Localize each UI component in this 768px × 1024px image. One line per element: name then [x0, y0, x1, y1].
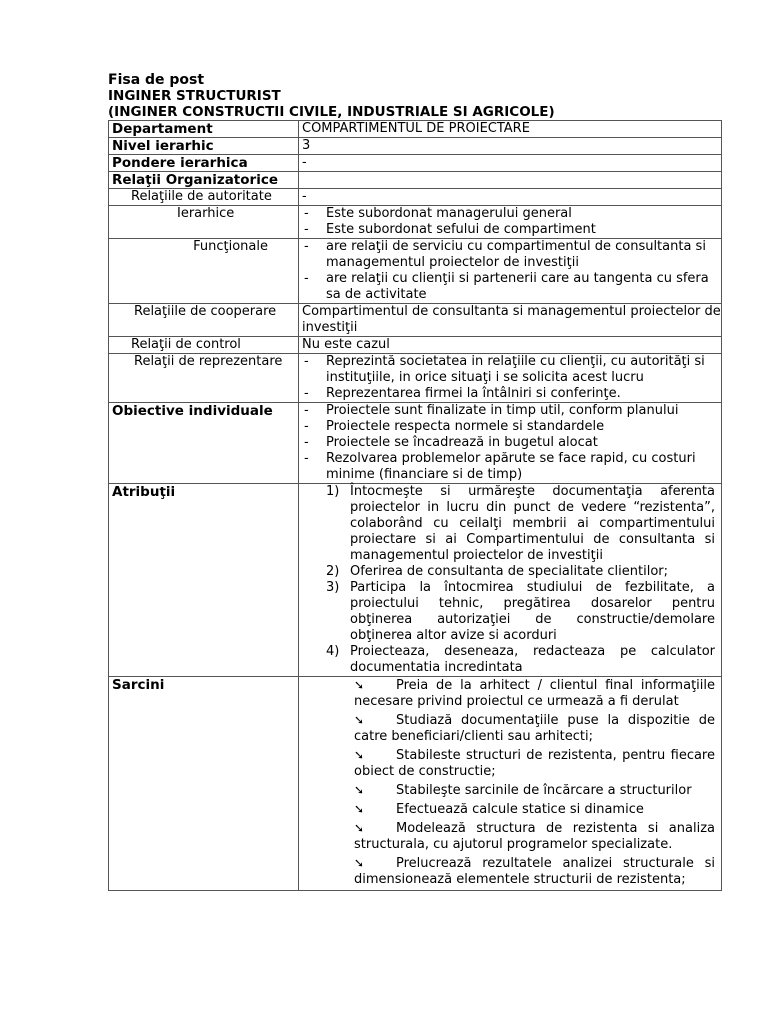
list-item — [302, 820, 721, 853]
row-label: Obiective individuale — [109, 403, 299, 484]
row-label: Pondere ierarhica — [109, 155, 299, 172]
list-item: - Reprezintă societatea in relaţiile cu clienţii, cu autorităţi si instituţiile, in orice situaţi i se solicita acest lucru — [302, 354, 721, 386]
list-item — [302, 564, 721, 580]
row-label: Departament — [109, 121, 299, 138]
list-item — [302, 580, 721, 644]
row-value — [299, 239, 722, 304]
row-value: 3 — [299, 138, 722, 155]
table-row — [109, 155, 722, 172]
table-row — [109, 206, 722, 239]
item-text: Preia de la arhitect / clientul final informaţiile necesare privind proiectul ce urmează a fi derulat — [354, 678, 715, 709]
list-item: - Proiectele respecta normele si standardele — [302, 419, 721, 435]
table-row — [109, 138, 722, 155]
hand-pointing-icon: ➘ — [354, 678, 365, 692]
row-value — [299, 206, 722, 239]
list-item: - Este subordonat managerului general — [302, 206, 721, 222]
document-page — [108, 72, 722, 891]
list-item: - are relaţii cu clienţii si partenerii care au tangenta cu sfera sa de activitate — [302, 271, 721, 303]
item-number: 4) — [326, 644, 340, 659]
item-text: Oferirea de consultanta de specialitate clientilor; — [350, 564, 669, 579]
row-value — [299, 354, 722, 403]
task-list — [302, 677, 721, 888]
list-item — [302, 782, 721, 799]
list-item: - Proiectele sunt finalizate in timp util, conform planului — [302, 403, 721, 419]
dash-list — [302, 206, 721, 238]
item-text: Stabileste structuri de rezistenta, pentru fiecare obiect de constructie; — [354, 748, 715, 779]
row-value: - — [299, 189, 722, 206]
list-item: - Rezolvarea problemelor apărute se face rapid, cu costuri minime (financiare si de timp) — [302, 451, 721, 483]
job-title: INGINER STRUCTURIST — [108, 88, 281, 104]
list-item — [302, 855, 721, 888]
item-text: Proiecteaza, deseneaza, redacteaza pe calculator documentatia incredintata — [350, 644, 715, 675]
hand-pointing-icon: ➘ — [354, 856, 365, 870]
job-description-table — [108, 120, 722, 891]
row-label: Atribuţii — [109, 484, 299, 677]
row-label: Sarcini — [109, 677, 299, 891]
item-number: 1) — [326, 484, 340, 499]
table-row — [109, 172, 722, 189]
dash-list — [302, 239, 721, 303]
item-number: 2) — [326, 564, 340, 579]
list-item: - Reprezentarea firmei la întâlniri si conferinţe. — [302, 386, 721, 402]
table-row — [109, 354, 722, 403]
hand-pointing-icon: ➘ — [354, 713, 365, 727]
row-value: COMPARTIMENTUL DE PROIECTARE — [299, 121, 722, 138]
row-label: Funcţionale — [109, 239, 299, 304]
table-row — [109, 337, 722, 354]
row-value — [299, 677, 722, 891]
row-label: Nivel ierarhic — [109, 138, 299, 155]
list-item: - Este subordonat sefului de compartiment — [302, 222, 721, 238]
table-row — [109, 484, 722, 677]
dash-list — [302, 354, 721, 402]
list-item — [302, 712, 721, 745]
item-text: Întocmeşte si urmăreşte documentaţia aferenta proiectelor in lucru din punct de vedere “rezistenta”, colaborând cu ceilalţi membrii ai compartimentului proiectare si ai Compartimentului de consultanta si managementul proiectelor de investiţii — [350, 484, 715, 563]
numbered-list — [302, 484, 721, 676]
dash-list — [302, 403, 721, 483]
document-title: Fisa de post — [108, 72, 205, 88]
table-row — [109, 121, 722, 138]
row-label: Relaţii de control — [109, 337, 299, 354]
list-item — [302, 747, 721, 780]
row-label: Relaţiile de cooperare — [109, 304, 299, 337]
row-label: Relaţii Organizatorice — [109, 172, 299, 189]
item-text: Efectuează calcule statice si dinamice — [396, 802, 644, 817]
item-text: Modelează structura de rezistenta si analiza structurala, cu ajutorul programelor specializate. — [354, 821, 715, 852]
row-label: Relaţiile de autoritate — [109, 189, 299, 206]
row-value — [299, 484, 722, 677]
item-text: Participa la întocmirea studiului de fezbilitate, a proiectului tehnic, pregătirea dosarelor pentru obţinerea autorizaţiei de constructie/demolare obţinerea altor avize si acorduri — [350, 580, 715, 643]
hand-pointing-icon: ➘ — [354, 783, 365, 797]
list-item — [302, 644, 721, 676]
table-row — [109, 239, 722, 304]
list-item — [302, 677, 721, 710]
table-row — [109, 304, 722, 337]
hand-pointing-icon: ➘ — [354, 748, 365, 762]
hand-pointing-icon: ➘ — [354, 802, 365, 816]
hand-pointing-icon: ➘ — [354, 821, 365, 835]
table-row — [109, 403, 722, 484]
table-row — [109, 677, 722, 891]
item-text: Studiază documentaţiile puse la dispozitie de catre beneficiari/clienti sau arhitecti; — [354, 713, 715, 744]
list-item: - are relaţii de serviciu cu compartimentul de consultanta si managementul proiectelor de investiţii — [302, 239, 721, 271]
item-text: Stabileşte sarcinile de încărcare a structurilor — [396, 783, 692, 798]
item-number: 3) — [326, 580, 340, 595]
row-value: - — [299, 155, 722, 172]
table-row — [109, 189, 722, 206]
row-value: Nu este cazul — [299, 337, 722, 354]
item-text: Prelucrează rezultatele analizei structurale si dimensionează elementele structurii de rezistenta; — [354, 856, 715, 887]
row-value: Compartimentul de consultanta si managementul proiectelor de investiţii — [299, 304, 722, 337]
job-subtitle: (INGINER CONSTRUCTII CIVILE, INDUSTRIALE SI AGRICOLE) — [108, 104, 555, 120]
list-item: - Proiectele se încadrează in bugetul alocat — [302, 435, 721, 451]
row-label: Ierarhice — [109, 206, 299, 239]
row-label: Relaţii de reprezentare — [109, 354, 299, 403]
row-value — [299, 403, 722, 484]
list-item — [302, 484, 721, 564]
row-value — [299, 172, 722, 189]
list-item — [302, 801, 721, 818]
